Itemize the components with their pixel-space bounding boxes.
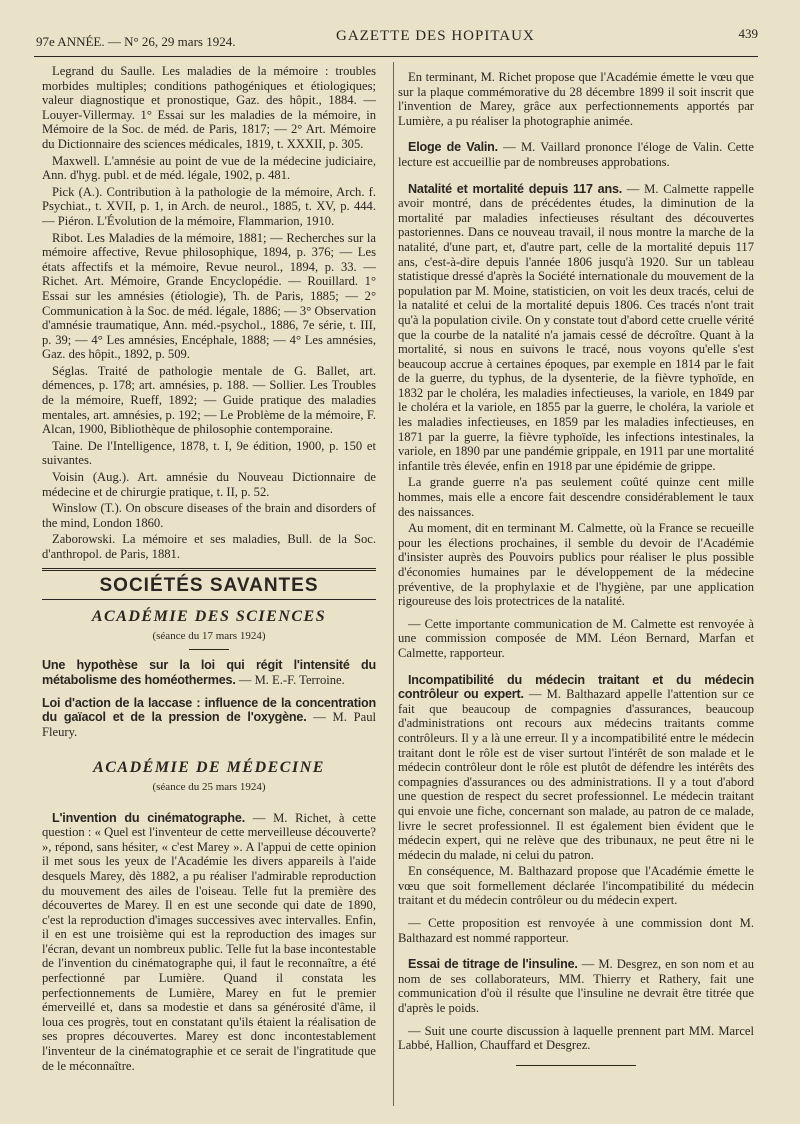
- header-rule: [34, 56, 758, 57]
- section-divider: [42, 568, 376, 571]
- seance-date: (séance du 17 mars 1924): [152, 629, 266, 642]
- article-body: — M. Richet, à cette question : « Quel est l'inventeur de cette merveilleuse découverte? », répond, sans hésiter, « c'est Marey ». A l'appui de cette opinion il met sous les yeux de l'Académie les divers appareils à l'aide desquels Marey, dès 1882, a pu réaliser l'admirable reproduction du mouvement des ailes de l'oiseau. Telle fut la première des découvertes de Marey. Il en est une seconde qui date de 1890, c'est la reproduction d'images successives avec intervalles. Enfin, il en est une troisième qui est la reproduction des images sur l'écran, devant un nombreux public. Telle fut la base incontestable de l'invention du cinématographe qui, il faut le reconnaître, a été perfectionné par Lumière. Quand il constata les perfectionnements de Lumière, Marey en fut le premier émerveillé et, dans sa modestie et dans sa générosité d'âme, il loua ces progrès, tout en constatant qu'ils étaient la réalisation de ses propres découvertes. Marey est donc incontestablement l'inventeur de la cinématographie et ce serait de l'ingratitude que de le méconnaître.: [42, 810, 376, 1073]
- article-body: — M. Desgrez, en son nom et au nom de ses collaborateurs, MM. Thierry et Rathery, fait une communication d'où il résulte que l'insuline ne devrait être titrée que d'après le poids.: [398, 957, 754, 1016]
- bibliography-entry: Taine. De l'Intelligence, 1878, t. I, 9e édition, 1900, p. 150 et suivantes.: [42, 438, 376, 468]
- article-body: — M. Balthazard appelle l'attention sur ce fait que beaucoup de compagnies d'assurances, beaucoup d'administrations ont recours aux médecins traitants comme contrôleurs. Il y a là une erreur. Il y a incompatibilité entre le médecin traitant dont le rôle est de viser surtout l'intérêt de son malade et le médecin contrôleur dont le rôle est plutôt de défendre les intérêts des compagnies d'assurances ou des administrations. Il y a tout d'abord une question de respect du secret professionnel. Le médecin traitant qui envoie une fiche, concernant son malade, au patron de ce malade, livre le secret professionnel. Il est également bien évident que le médecin expert, qui ne relève que des tribunaux, ne peut être ni le médecin du malade, ni celui du patron.: [398, 687, 754, 862]
- article-eloge: [398, 140, 754, 169]
- end-rule: [516, 1065, 636, 1066]
- bibliography-entry: Ribot. Les Maladies de la mémoire, 1881; — Recherches sur la mémoire affective, Revue philosophique, 1894, p. 376; — Les états affectifs et la mémoire, Revue neurol., 1894, p. 33. — Richet. Art. Mémoire, Grande Encyclopédie. — Rouillard. 1° Essai sur les amnésies (étiologie), Th. de Paris, 1885; — 2° Communication à la Soc. de méd. légale, 1886; — 3° Observation d'amnésie traumatique, Ann. méd.-psychol., 1886, 7e série, t. III, p. 39; — 4° Les amnésies, Encéphale, 1888; — 4° Les amnésies, Gaz. des hôpit., 1892, p. 509.: [42, 230, 376, 362]
- article-incompatibilite: [398, 673, 754, 863]
- article-insuline: [398, 957, 754, 1015]
- article-title: Natalité et mortalité depuis 117 ans.: [408, 181, 623, 196]
- right-column: [398, 70, 754, 1066]
- paragraph: — Suit une courte discussion à laquelle prennent part MM. Marcel Labbé, Hallion, Chauffard et Desgrez.: [398, 1023, 754, 1053]
- bibliography-entry: Séglas. Traité de pathologie mentale de G. Ballet, art. démences, p. 178; art. amnésies, p. 188. — Sollier. Les Troubles de la mémoire, Rueff, 1892; — Guide pratique des maladies mentales, art. amnésies, p. 192; — Le Problème de la mémoire, F. Alcan, 1900, Bibliothèque de philosophie contemporaine.: [42, 363, 376, 437]
- column-divider: [393, 62, 394, 1106]
- article-title: Incompatibilité du médecin traitant et du médecin contrôleur ou expert.: [398, 672, 754, 702]
- article-hypothese: [42, 658, 376, 687]
- article-cinematographe: [42, 811, 376, 1074]
- article-natalite: [398, 182, 754, 474]
- paragraph: — Cette importante communication de M. Calmette est renvoyée à une commission composée de MM. Léon Bernard, Marfan et Calmette, rapporteur.: [398, 616, 754, 660]
- heading-academie-medecine: ACADÉMIE DE MÉDECINE: [93, 759, 325, 777]
- running-header: [36, 24, 764, 54]
- heading-academie-sciences: ACADÉMIE DES SCIENCES: [91, 608, 327, 626]
- article-title: L'invention du cinématographe.: [52, 810, 245, 825]
- article-title: Une hypothèse sur la loi qui régit l'intensité du métabolisme des homéothermes.: [42, 658, 376, 687]
- bibliography-entry: Winslow (T.). On obscure diseases of the brain and disorders of the mind, London 1860.: [42, 501, 376, 530]
- paragraph: La grande guerre n'a pas seulement coûté quinze cent mille hommes, mais elle a encore fait descendre considérablement le taux des naissances.: [398, 475, 754, 519]
- article-body: — M. Vaillard prononce l'éloge de Valin. Cette lecture est accueillie par de nombreuses approbations.: [398, 140, 754, 169]
- issue-number: 97e ANNÉE. — N° 26, 29 mars 1924.: [36, 34, 236, 49]
- bibliography-entry: Legrand du Saulle. Les maladies de la mémoire : troubles morbides multiples; conditions pathogéniques et étiologiques; valeur diagnostique et pronostique, Gaz. des hôpit., 1884. — Louyer-Villermay. 1° Essai sur les maladies de la mémoire, in Mémoire de la Soc. de méd. de Paris, 1817; — 2° Art. Mémoire du Dictionnaire des sciences médicales, 1819, t. XXXII, p. 305.: [42, 64, 376, 151]
- article-title: Essai de titrage de l'insuline.: [408, 957, 578, 972]
- journal-title: GAZETTE DES HOPITAUX: [336, 28, 535, 44]
- article-title: Loi d'action de la laccase : influence de la concentration du gaïacol et de la pression de l'oxygène.: [42, 695, 376, 725]
- bibliography-entry: Zaborowski. La mémoire et ses maladies, Bull. de la Soc. d'anthropol. de Paris, 1881.: [42, 532, 376, 561]
- seance-date: (séance du 25 mars 1924): [152, 780, 266, 793]
- page-number: 439: [738, 26, 758, 41]
- article-title: Eloge de Valin.: [408, 140, 498, 155]
- article-body: — M. Calmette rappelle avoir montré, dans de précédentes études, la diminution de la mortalité par maladies infectieuses résultant des découvertes pastoriennes. Dans ce nouveau travail, il nous montre la marche de la natalité, d'une part, et, d'autre part, celle de la mortalité depuis 117 ans, c'est-à-dire depuis l'année 1806 jusqu'à 1920. Sur un tableau statistique dressé d'après la Société internationale du mouvement de la population par M. Moine, statisticien, on voit les deux tracés, celui de la natalité et celui de la mortalité depuis 1806. Ces tracés n'ont trait qu'à la population civile. On y constate tout d'abord cette cruelle vérité que la courbe de la natalité n'a jamais cessé de décroître. Quant à la mortalité, si nous en suivons le tracé, nous voyons qu'elle s'est beaucoup accrue à certaines époques, par exemple en 1814 par le fait de la guerre, du typhus, de la dysenterie, de la fièvre typhoïde, en 1832 par le choléra, les maladies infectieuses, la variole, en 1849 par le choléra et la variole, en 1855 par la guerre, le choléra, la variole et les maladies infectieuses, en 1859 par les maladies infectieuses, en 1871 par la guerre, la fièvre typhoïde, les infections intestinales, la variole, en 1890 par une pandémie grippale, en 1911 par une mortalité infantile très élevée, enfin en 1918 par une épidémie de grippe.: [398, 181, 754, 473]
- section-heading-societes: SOCIÉTÉS SAVANTES: [99, 574, 319, 596]
- paragraph: — Cette proposition est renvoyée à une commission dont M. Balthazard est nommé rapporteur.: [398, 916, 754, 945]
- left-column: [42, 64, 376, 1075]
- paragraph: Au moment, dit en terminant M. Calmette, où la France se recueille pour les élections prochaines, il semble du devoir de l'Académie d'insister auprès des Pouvoirs publics pour réaliser le plus possible d'économies humaines par le développement de la médecine préventive, de la prophylaxie et de l'hygiène, par une application rigoureuse des lois protectrices de la natalité.: [398, 521, 754, 609]
- short-rule: [189, 649, 229, 650]
- bibliography-entry: Pick (A.). Contribution à la pathologie de la mémoire, Arch. f. Psychiat., t. XVII, p. 1, in Arch. de neurol., 1885, t. XV, p. 444. — Piéron. L'Évolution de la mémoire, Flammarion, 1910.: [42, 184, 376, 228]
- paragraph: En conséquence, M. Balthazard propose que l'Académie émette le vœu que soit formellement déclarée l'incompatibilité du médecin traitant et du médecin contrôleur ou du médecin expert.: [398, 864, 754, 908]
- article-author: — M. E.-F. Terroine.: [235, 672, 345, 687]
- article-author: — M. Paul Fleury.: [42, 710, 377, 739]
- bibliography-entry: Maxwell. L'amnésie au point de vue de la médecine judiciaire, Ann. d'hyg. publ. et de méd. légale, 1902, p. 481.: [42, 153, 376, 183]
- bibliography-entry: Voisin (Aug.). Art. amnésie du Nouveau Dictionnaire de médecine et de chirurgie pratique, t. II, p. 52.: [42, 470, 376, 499]
- article-laccase: [42, 696, 376, 740]
- section-divider: [42, 599, 376, 600]
- paragraph: En terminant, M. Richet propose que l'Académie émette le vœu que sur la plaque commémorative du 28 décembre 1899 il soit inscrit que l'invention de Marey, grâce aux perfectionnements apportés par Lumière, a pu réaliser la photographie animée.: [398, 70, 754, 128]
